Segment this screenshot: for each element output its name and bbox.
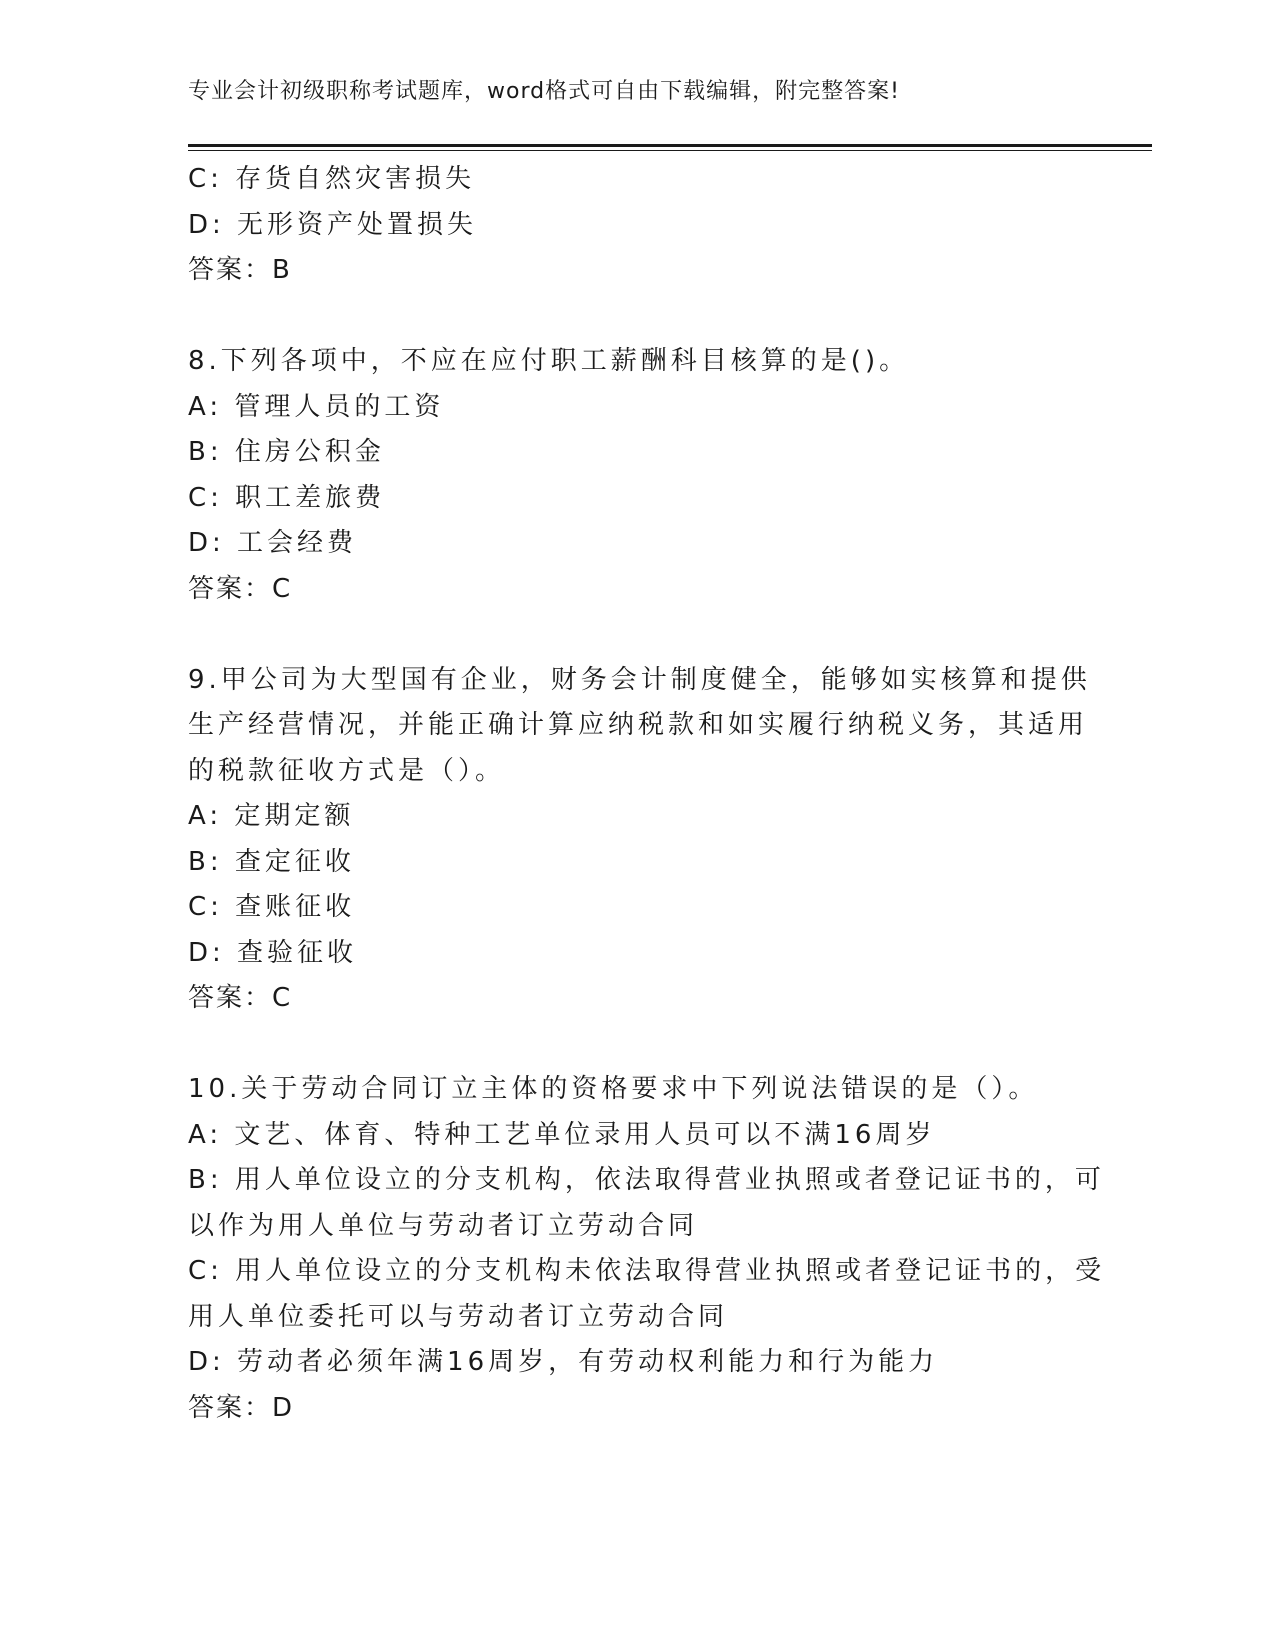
header-rule-thick	[188, 144, 1152, 147]
option-b: B: 住房公积金	[188, 437, 385, 467]
option-c: C: 查账征收	[188, 892, 356, 922]
option-b-continued: 以作为用人单位与劳动者订立劳动合同	[188, 1210, 699, 1241]
spacer	[188, 294, 1088, 340]
page-header: 专业会计初级职称考试题库，word格式可自由下载编辑，附完整答案!	[188, 79, 900, 104]
answer-label: 答案：D	[188, 1392, 295, 1423]
question-content	[188, 157, 1106, 1431]
answer-label: 答案：C	[188, 983, 293, 1013]
option-d: D: 查验征收	[188, 937, 358, 968]
question-stem: 8.下列各项中，不应在应付职工薪酬科目核算的是()。	[188, 346, 910, 376]
answer-label: 答案：B	[188, 255, 292, 285]
question-stem: 9.甲公司为大型国有企业，财务会计制度健全，能够如实核算和提供	[188, 664, 1091, 695]
spacer	[188, 612, 1088, 658]
option-b: B: 用人单位设立的分支机构，依法取得营业执照或者登记证书的，可	[188, 1165, 1105, 1195]
option-a: A: 文艺、体育、特种工艺单位录用人员可以不满16周岁	[188, 1119, 936, 1150]
spacer	[188, 1022, 1088, 1068]
option-a: A: 管理人员的工资	[188, 391, 445, 422]
option-c: C: 用人单位设立的分支机构未依法取得营业执照或者登记证书的，受	[188, 1256, 1106, 1286]
option-c: C: 存货自然灾害损失	[188, 164, 476, 194]
option-c-continued: 用人单位委托可以与劳动者订立劳动合同	[188, 1301, 729, 1332]
question-stem: 的税款征收方式是（）。	[188, 755, 506, 786]
option-a: A: 定期定额	[188, 801, 355, 831]
question-stem: 10.关于劳动合同订立主体的资格要求中下列说法错误的是（）。	[188, 1074, 1039, 1104]
option-d: D: 无形资产处置损失	[188, 209, 478, 240]
question-stem: 生产经营情况，并能正确计算应纳税款和如实履行纳税义务，其适用	[188, 710, 1089, 740]
option-c: C: 职工差旅费	[188, 482, 386, 513]
option-d: D: 劳动者必须年满16周岁，有劳动权利能力和行为能力	[188, 1347, 939, 1377]
option-b: B: 查定征收	[188, 846, 355, 877]
option-d: D: 工会经费	[188, 528, 358, 558]
header-rule-thin	[188, 150, 1152, 151]
answer-label: 答案：C	[188, 573, 293, 604]
